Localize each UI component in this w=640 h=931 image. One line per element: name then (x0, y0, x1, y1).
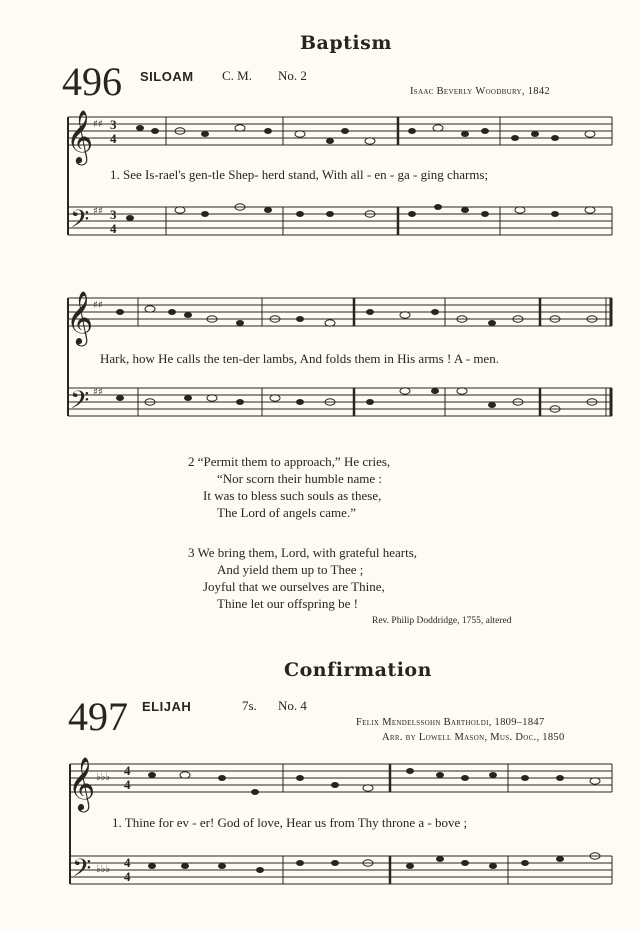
tune-number: No. 2 (278, 68, 307, 83)
svg-text:♭♭♭: ♭♭♭ (96, 772, 111, 783)
verse-3-line-2: And yield them up to Thee ; (217, 562, 364, 577)
tune-name: ELIJAH (142, 699, 192, 714)
verse-2-line-2: “Nor scorn their humble name : (217, 471, 382, 486)
verse-3-line-4: Thine let our offspring be ! (217, 596, 358, 611)
verse-2-line-1: 2 “Permit them to approach,” He cries, (188, 454, 391, 469)
svg-text:3: 3 (110, 207, 117, 222)
svg-text:𝄞: 𝄞 (66, 290, 94, 344)
hymn-number: 496 (62, 59, 122, 104)
verse-2-line-4: The Lord of angels came.” (217, 505, 356, 520)
verse-2-line-3: It was to bless such souls as these, (203, 488, 382, 503)
lyric-line-2: Hark, how He calls the ten-der lambs, And folds them in His arms ! A - men. (100, 351, 499, 366)
svg-text:4: 4 (110, 221, 117, 236)
svg-text:𝄞: 𝄞 (66, 109, 94, 163)
tune-number: No. 4 (278, 698, 307, 713)
svg-text:♯♯: ♯♯ (93, 300, 103, 311)
svg-text:4: 4 (124, 869, 131, 884)
svg-text:𝄢: 𝄢 (70, 205, 90, 240)
svg-text:4: 4 (110, 131, 117, 146)
svg-text:3: 3 (110, 117, 117, 132)
author-credit: Rev. Philip Doddridge, 1755, altered (372, 616, 512, 626)
tune-name: SILOAM (140, 69, 194, 84)
meter: C. M. (222, 68, 252, 83)
section-title-confirmation: Confirmation (284, 659, 432, 681)
hymn-number: 497 (68, 694, 128, 739)
composer-credit: Felix Mendelssohn Bartholdi, 1809–1847 (356, 717, 545, 728)
svg-text:♭♭♭: ♭♭♭ (96, 864, 111, 875)
verse-3-line-3: Joyful that we ourselves are Thine, (203, 579, 385, 594)
svg-text:4: 4 (124, 763, 131, 778)
svg-text:𝄢: 𝄢 (72, 854, 92, 889)
svg-text:♯♯: ♯♯ (93, 206, 103, 217)
svg-text:𝄞: 𝄞 (68, 756, 96, 810)
svg-text:4: 4 (124, 855, 131, 870)
svg-text:𝄢: 𝄢 (70, 386, 90, 421)
composer-credit: Isaac Beverly Woodbury, 1842 (410, 86, 550, 97)
svg-text:♯♯: ♯♯ (93, 119, 103, 130)
arranger-credit: Arr. by Lowell Mason, Mus. Doc., 1850 (382, 732, 565, 743)
verse-3-line-1: 3 We bring them, Lord, with grateful hearts, (188, 545, 418, 560)
lyric-line-1: 1. See Is-rael's gen-tle Shep- herd stand, With all - en - ga - ging charms; (110, 167, 489, 182)
lyric-line-3: 1. Thine for ev - er! God of love, Hear us from Thy throne a - bove ; (112, 815, 468, 830)
section-title-baptism: Baptism (300, 32, 392, 54)
svg-text:♯♯: ♯♯ (93, 387, 103, 398)
svg-text:4: 4 (124, 777, 131, 792)
meter: 7s. (242, 698, 257, 713)
